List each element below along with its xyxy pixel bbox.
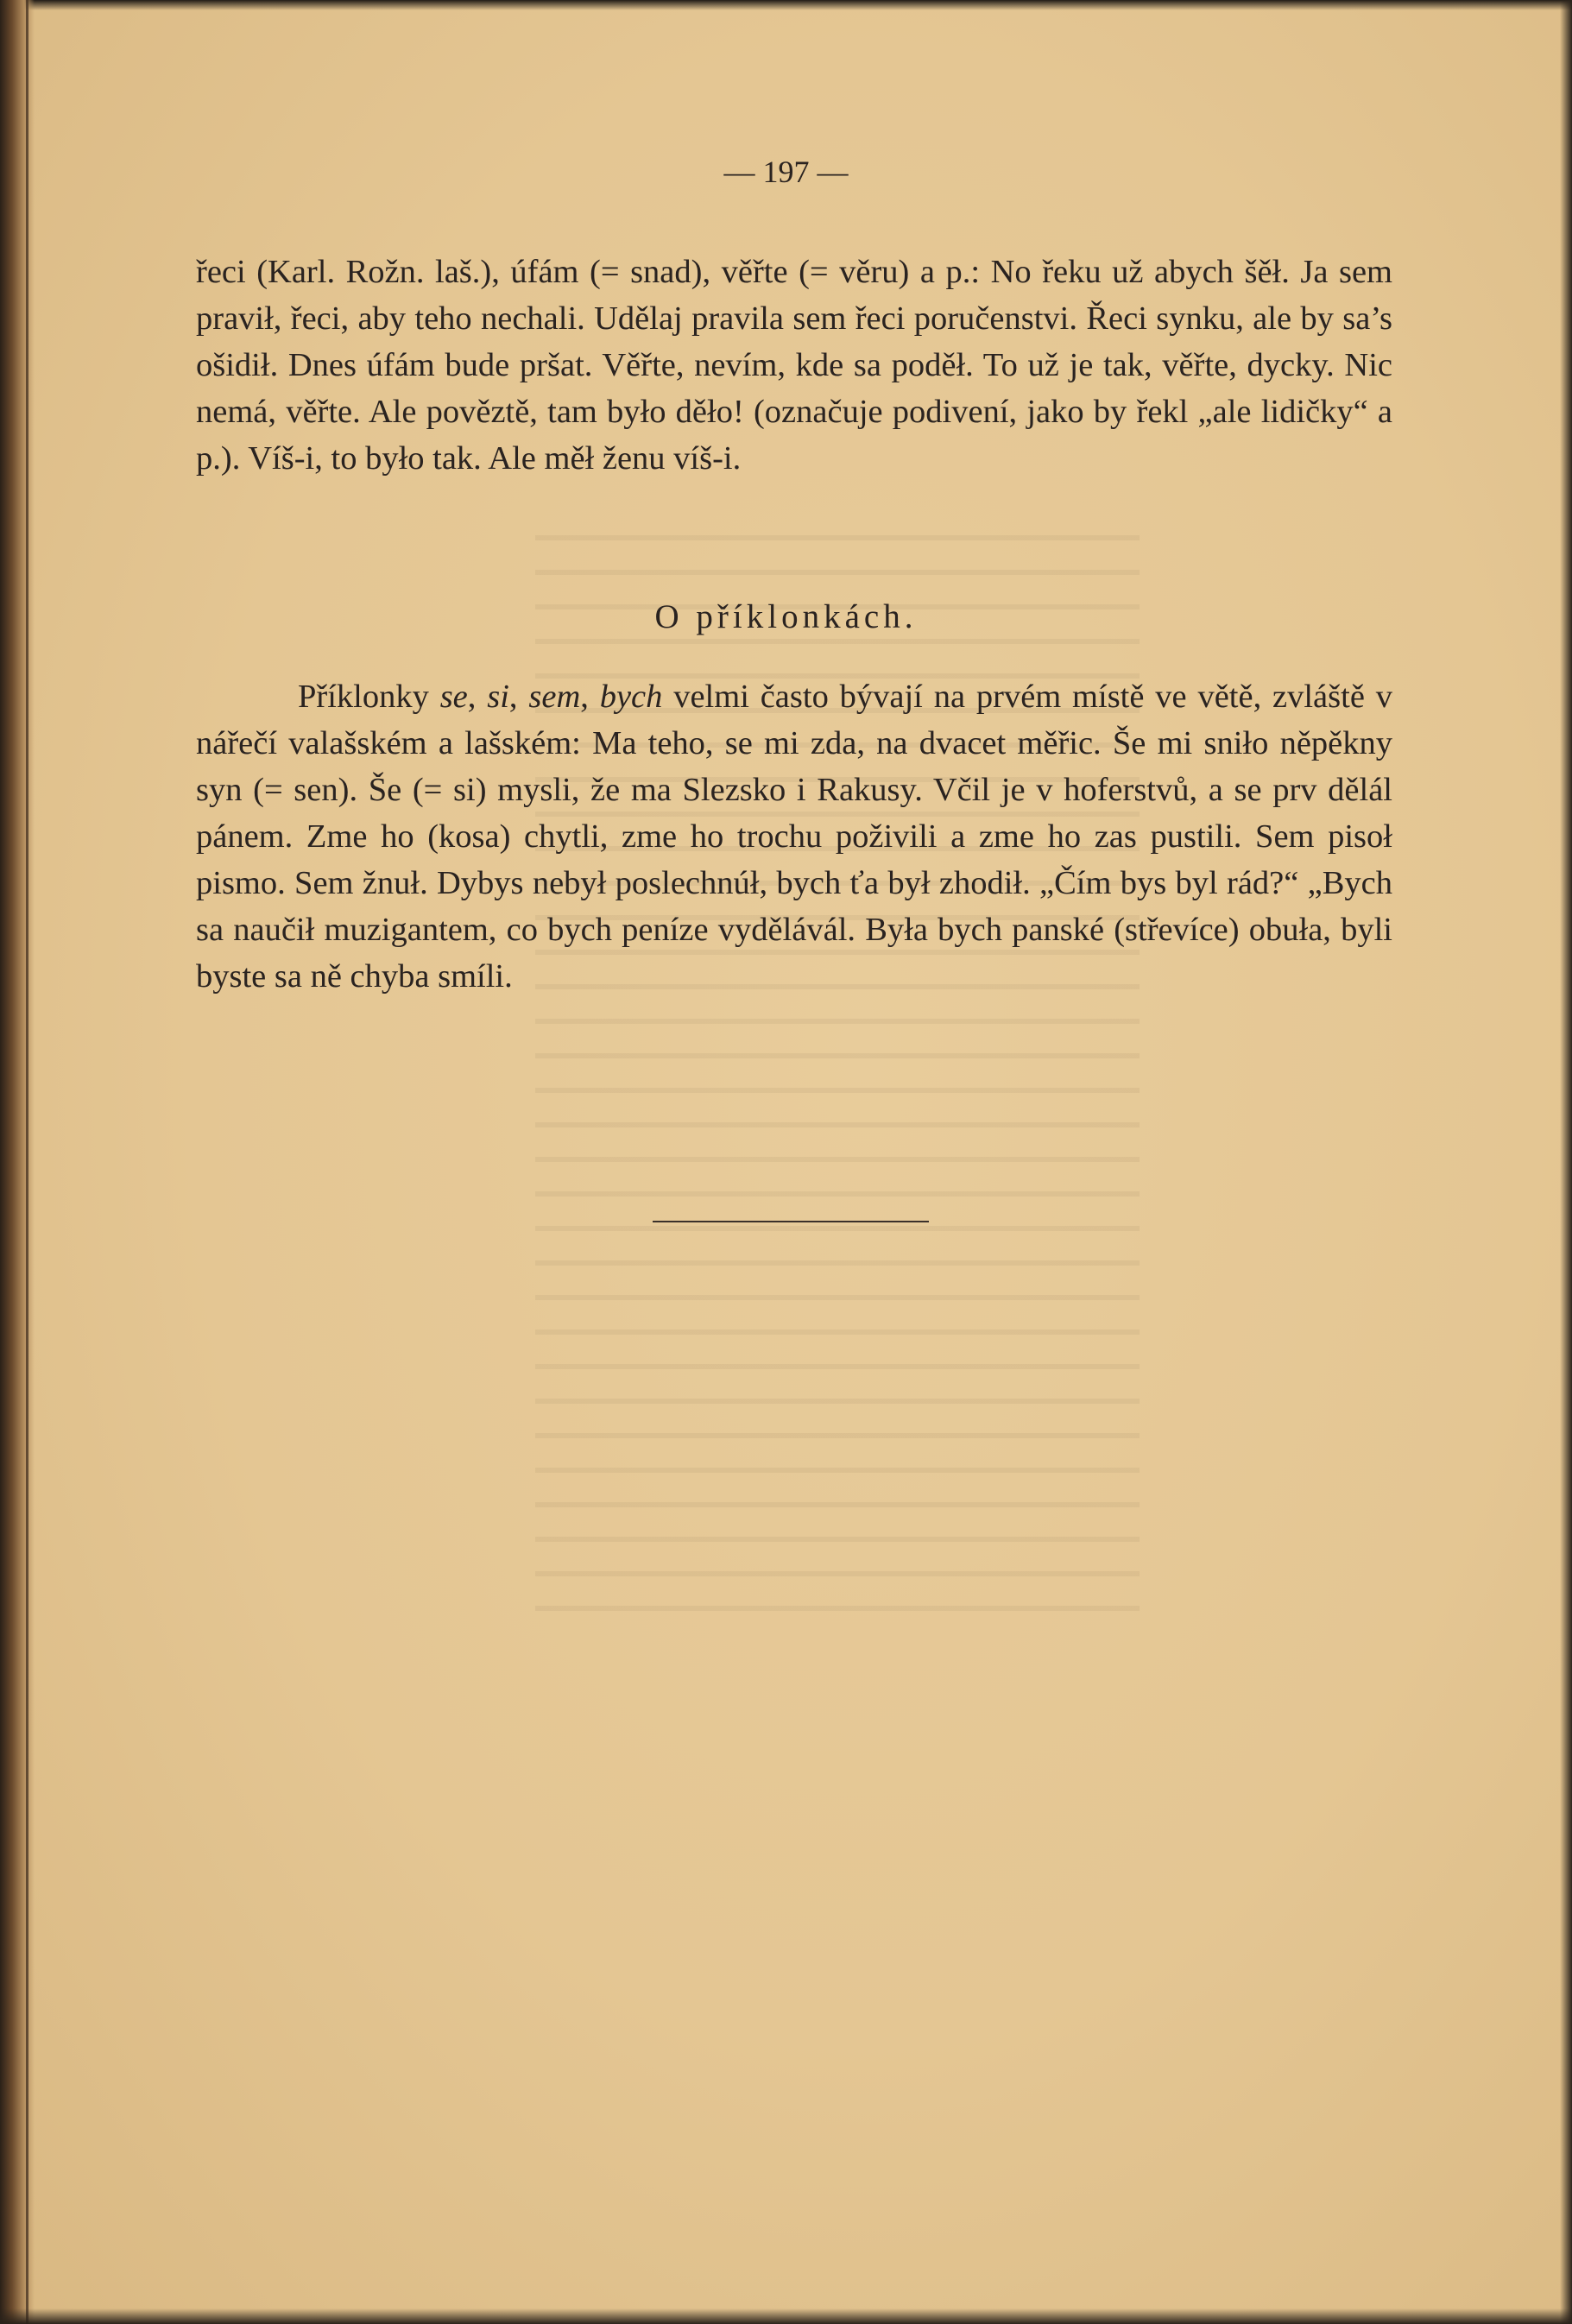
- section-end-rule: [653, 1221, 929, 1222]
- paragraph-lead: Příklonky: [298, 679, 440, 715]
- page-top-edge: [0, 0, 1572, 10]
- enclitic-si: si: [487, 679, 509, 715]
- page-right-edge: [1560, 0, 1572, 2324]
- paragraph-enclitics: [196, 673, 1392, 1000]
- enclitic-sem: sem: [528, 679, 581, 715]
- section-heading: O příklonkách.: [654, 598, 918, 635]
- page-number: — 197 —: [723, 155, 849, 189]
- enclitic-bych: bych: [599, 679, 663, 715]
- paragraph-examples: řeci (Karl. Rožn. laš.), úfám (= snad), věřte (= věru) a p.: No řeku už abych šěł. Ja sem pravił, řeci, aby teho nechali. Udělaj pravila sem řeci poručenstvi. Řeci synku, ale by sa’s ošidił. Dnes úfám bude pršat. Věřte, nevím, kde sa poděł. To už je tak, věřte, dycky. Nic nemá, věřte. Ale pověztě, tam było děło! (označuje podivení, jako by řekl „ale lidičky“ a p.). Víš-i, to było tak. Ale měł ženu víš-i.: [196, 254, 1392, 477]
- page-bottom-edge: [0, 2308, 1572, 2324]
- separator: ,: [508, 679, 529, 715]
- gutter-line: [26, 0, 28, 2324]
- book-spine-shadow: [0, 0, 35, 2324]
- paragraph-body: velmi často bývají na prvém místě ve větě, zvláště v nářečí valašském a lašském: Ma teho, se mi zda, na dvacet měřic. Še mi sniło něpěkny syn (= sen). Še (= si) mysli, že ma Slezsko i Rakusy. Včil je v hoferstvů, a se prv dělál pánem. Zme ho (kosa) chytli, zme ho trochu poživili a zme ho zas pustili. Sem pisoł pismo. Sem žnuł. Dybys nebył poslechnúł, bych ťa był zhodił. „Čím bys byl rád?“ „Bych sa naučił muzigantem, co bych peníze vydělávál. Była bych panské (střevíce) obuła, byli byste sa ně chyba smíli.: [196, 679, 1392, 995]
- enclitic-se: se: [439, 679, 468, 715]
- separator: ,: [580, 679, 600, 715]
- separator: ,: [467, 679, 488, 715]
